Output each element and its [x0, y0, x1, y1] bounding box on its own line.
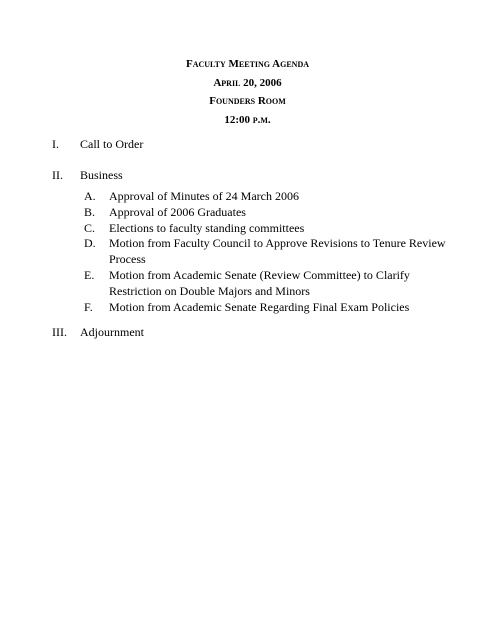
item-text: Motion from Academic Senate (Review Committee) to Clarify Restriction on Double Majors and Minors [109, 267, 410, 298]
list-item [84, 268, 464, 300]
section-numeral: III. [52, 325, 67, 339]
agenda-header [0, 55, 495, 129]
item-text: Elections to faculty standing committees [109, 220, 305, 235]
meeting-location: Founders Room [209, 95, 286, 107]
section-numeral: I. [52, 137, 59, 151]
item-letter: F. [84, 299, 93, 314]
list-item [84, 300, 464, 316]
section-title: Call to Order [80, 137, 144, 151]
meeting-date: April 20, 2006 [213, 76, 282, 89]
item-text: Motion from Academic Senate Regarding Final Exam Policies [109, 299, 410, 314]
item-letter: E. [84, 267, 95, 282]
item-letter: D. [84, 236, 96, 251]
meeting-title: Faculty Meeting Agenda [186, 58, 309, 70]
item-text: Motion from Faculty Council to Approve Revisions to Tenure Review Process [109, 236, 446, 267]
section-title: Adjournment [80, 325, 144, 339]
item-letter: B. [84, 204, 96, 219]
item-letter: C. [84, 220, 96, 235]
item-letter: A. [84, 189, 96, 203]
section-numeral: II. [52, 168, 63, 182]
list-item [84, 221, 464, 237]
section-title: Business [80, 168, 123, 182]
list-item [84, 205, 464, 221]
list-item [84, 236, 464, 268]
business-items-list [84, 189, 464, 315]
item-text: Approval of Minutes of 24 March 2006 [109, 189, 299, 203]
item-text: Approval of 2006 Graduates [109, 204, 246, 219]
list-item [84, 189, 464, 205]
meeting-time: 12:00 p.m. [224, 113, 271, 126]
